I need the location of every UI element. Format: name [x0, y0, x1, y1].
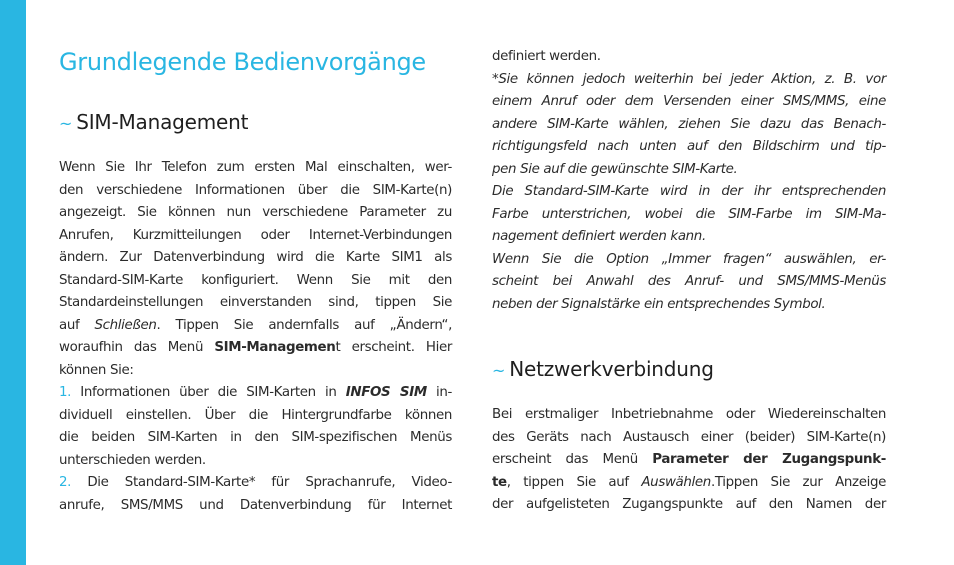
text-line: Standard-SIM-Karte konfiguriert. Wenn Sie mit den: [59, 272, 452, 288]
text-line: richtigungsfeld nach unten auf den Bildschirm und tip-: [492, 139, 886, 154]
sim-management-body: [59, 157, 452, 517]
netzwerkverbindung-heading-text: Netzwerkverbindung: [509, 357, 714, 381]
text-line: woraufhin das Menü SIM-Management erscheint. Hier: [59, 340, 452, 355]
text-line: die beiden SIM-Karten in den SIM-spezifischen Menüs: [59, 430, 452, 445]
text-line: scheint bei Anwahl des Anruf- und SMS/MMS-Menüs: [492, 274, 886, 289]
text-line: unterschieden werden.: [59, 452, 206, 468]
text-line: Wenn Sie die Option „Immer fragen“ auswählen, er-: [492, 251, 886, 267]
sim-management-heading-text: SIM-Management: [76, 110, 249, 134]
text-line: te, tippen Sie auf Auswählen.Tippen Sie zur Anzeige: [492, 474, 886, 490]
list-item-1: 1. Informationen über die SIM-Karten in INFOS SIM in-: [59, 385, 452, 400]
list-number: 1.: [59, 385, 72, 400]
text-line: ändern. Zur Datenverbindung wird die Karte SIM1 als: [59, 250, 452, 265]
text-line: des Geräts nach Austausch einer (beider) SIM-Karte(n): [492, 429, 886, 445]
text-line: Bei erstmaliger Inbetriebnahme oder Wiedereinschalten: [492, 407, 886, 422]
sim-management-continued: [492, 46, 886, 316]
text-line: Die Standard-SIM-Karte wird in der ihr entsprechenden: [492, 184, 886, 199]
schliessen-option: Schließen: [94, 317, 157, 333]
text-line: den verschiedene Informationen über die SIM-Karte(n): [59, 182, 452, 198]
text-line: Farbe unterstrichen, wobei die SIM-Farbe im SIM-Ma-: [492, 206, 886, 222]
text-line: auf Schließen. Tippen Sie andernfalls auf „Ändern“,: [59, 317, 453, 333]
text-line: nagement definiert werden kann.: [492, 229, 706, 244]
text-line: *Sie können jedoch weiterhin bei jeder Aktion, z. B. vor: [492, 71, 886, 87]
infos-sim-label: INFOS SIM: [345, 385, 427, 400]
text-line: pen Sie auf die gewünschte SIM-Karte.: [492, 161, 738, 177]
netzwerkverbindung-heading: [492, 357, 714, 381]
text-line: Standardeinstellungen einverstanden sind, tippen Sie: [59, 295, 452, 310]
text-line: einem Anruf oder dem Versenden einer SMS/MMS, eine: [492, 94, 886, 109]
heading-tilde: ~: [492, 361, 506, 380]
text-line: der aufgelisteten Zugangspunkte auf den Namen der: [492, 497, 886, 512]
heading-tilde: ~: [59, 114, 73, 133]
text-line: Wenn Sie Ihr Telefon zum ersten Mal einschalten, wer-: [59, 160, 452, 175]
sim-management-heading: [59, 110, 248, 134]
page-title: Grundlegende Bedienvorgänge: [59, 48, 426, 76]
sim-management-menu-name: SIM-Managemen: [214, 340, 336, 355]
netzwerk-body: [492, 404, 886, 517]
text-line: andere SIM-Karte wählen, ziehen Sie dazu das Benach-: [492, 116, 886, 132]
text-line: können Sie:: [59, 362, 134, 378]
zugangspunkte-menu-name: Parameter der Zugangspunk-: [652, 452, 886, 467]
text-line: definiert werden.: [492, 49, 601, 64]
text-line: angezeigt. Sie können nun verschiedene Parameter zu: [59, 205, 452, 220]
list-item-2: 2. Die Standard-SIM-Karte* für Sprachanrufe, Video-: [59, 475, 452, 490]
auswaehlen-option: Auswählen: [641, 474, 711, 490]
list-number: 2.: [59, 475, 72, 490]
side-accent-bar: [0, 0, 26, 565]
text-line: neben der Signalstärke ein entsprechendes Symbol.: [492, 296, 826, 312]
footnote-block: [492, 69, 886, 317]
text-line: Anrufen, Kurzmitteilungen oder Internet-Verbindungen: [59, 227, 452, 243]
text-line: anrufe, SMS/MMS und Datenverbindung für Internet: [59, 497, 452, 513]
text-line: erscheint das Menü Parameter der Zugangspunk-: [492, 452, 886, 467]
text-line: dividuell einstellen. Über die Hintergrundfarbe können: [59, 407, 452, 423]
